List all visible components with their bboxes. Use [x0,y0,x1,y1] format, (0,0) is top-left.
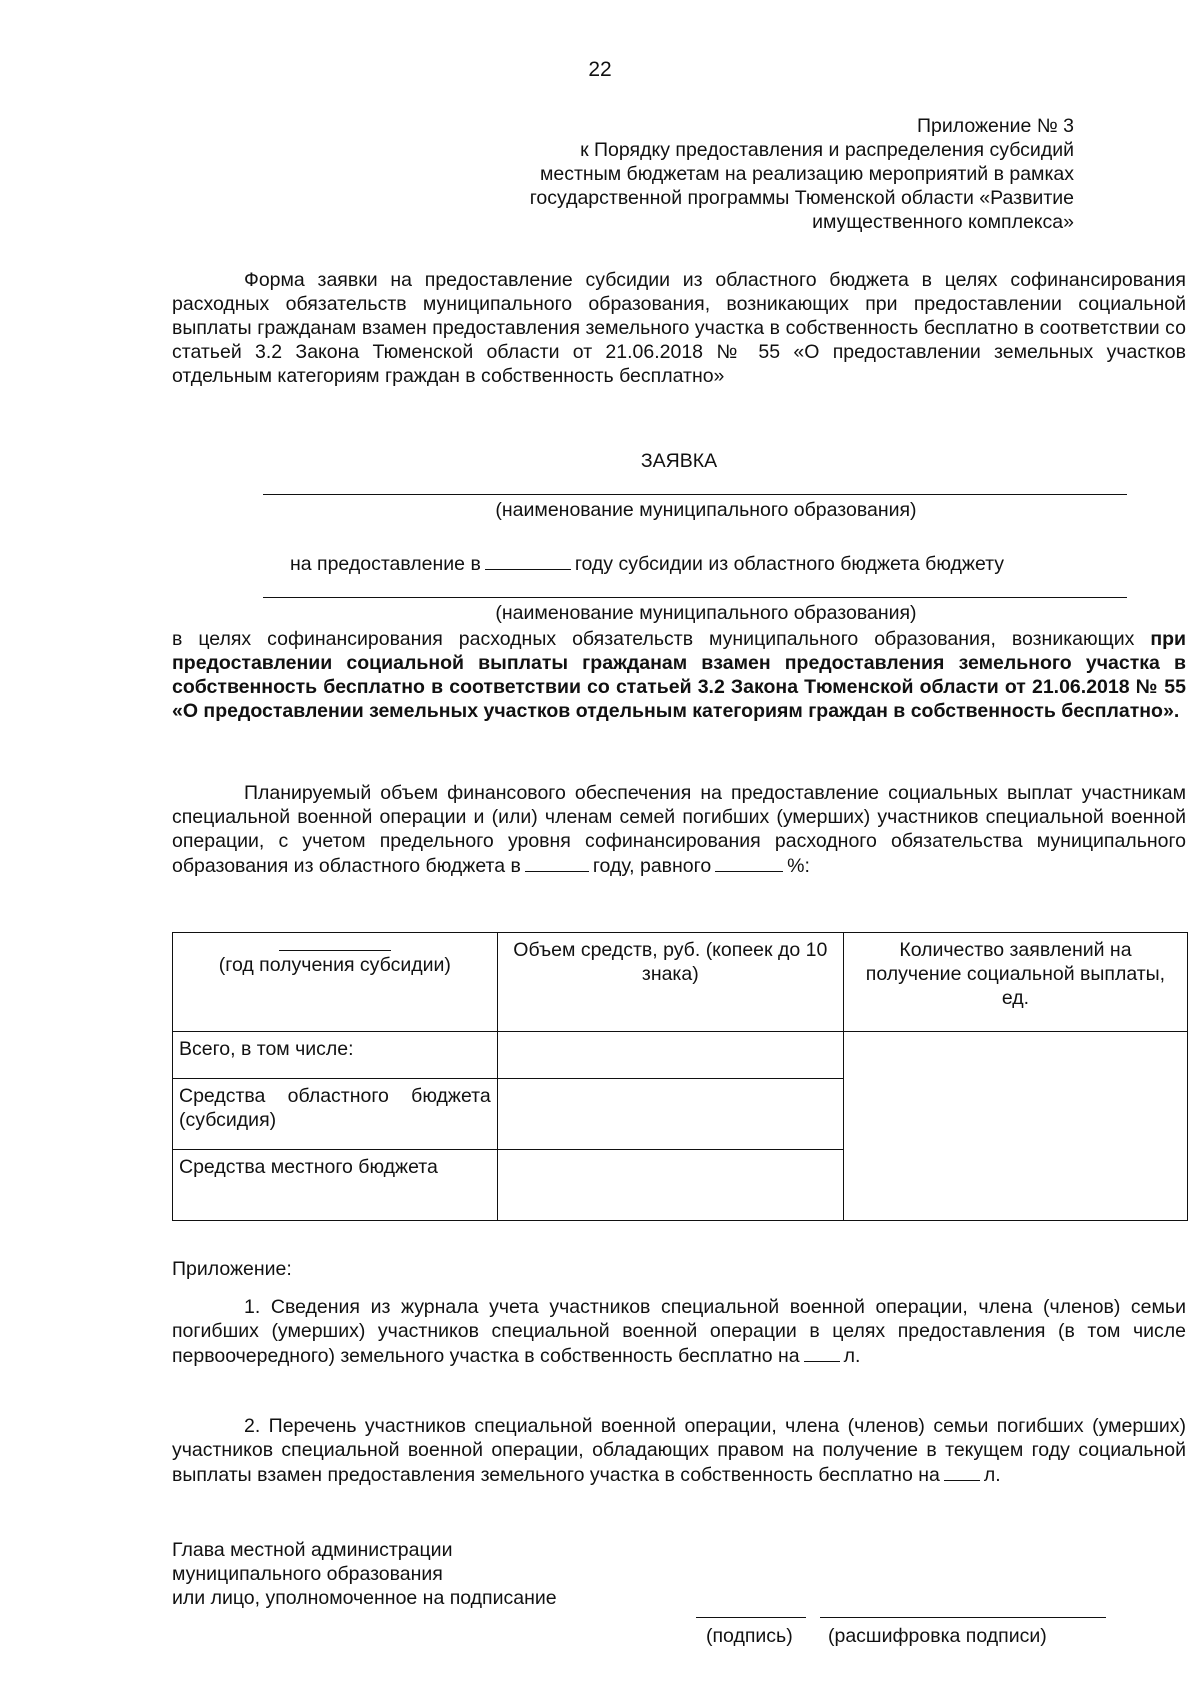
year-blank-line [279,950,391,951]
appendix-header [530,114,1074,234]
year-blank [525,853,589,872]
municipality-caption: (наименование муниципального образования) [495,602,917,624]
pages-blank [804,1343,840,1362]
page-number: 22 [588,58,612,81]
table-cell-amount [497,1150,843,1221]
attachments-heading: Приложение: [172,1258,292,1280]
table-cell-amount [497,1079,843,1150]
form-title-paragraph: Форма заявки на предоставление субсидии из областного бюджета в целях софинансирования расходных обязательств муниципального образования, возникающих при предоставлении социальной выплаты гражданам взамен предоставления земельного участка в собственность бесплатно в соответствии со статьей 3.2 Закона Тюменской области от 21.06.2018 № 55 «О предоставлении земельных участков отдельным категориям граждан в собственность бесплатно» [172,269,1186,387]
appendix-line: имущественного комплекса» [812,211,1074,233]
table-header-amount: Объем средств, руб. (копеек до 10 знака) [497,933,843,1032]
attachment-item-1-suffix: л. [843,1345,861,1367]
pages-blank [944,1462,980,1481]
planned-volume-paragraph [172,781,1186,878]
table-cell-amount [497,1032,843,1079]
appendix-line: государственной программы Тюменской области «Развитие [529,187,1074,209]
table-header-row [173,933,1188,1032]
planned-volume-end: %: [787,855,810,877]
purpose-normal: в целях софинансирования расходных обязательств муниципального образования, возникающих [172,628,1151,650]
signature-decode-caption: (расшифровка подписи) [828,1625,1047,1647]
signatory-line: муниципального образования [172,1563,443,1585]
planned-volume-mid: году, равного [592,855,712,877]
table-row [173,1032,1188,1079]
table-row-label: Средства областного бюджета (субсидия) [173,1079,498,1150]
attachment-item-1-text: 1. Сведения из журнала учета участников специальной военной операции, члена (членов) семьи погибших (умерших) участников специальной военной операции в целях предоставления (в том числе первоочередного) земельного участка в собственность бесплатно на [172,1296,1186,1367]
municipality-caption: (наименование муниципального образования) [495,499,917,521]
financing-table [172,932,1188,1221]
request-line-start: на предоставление в [290,553,481,575]
table-cell-count [843,1032,1187,1221]
purpose-paragraph [172,627,1186,723]
attachment-item-2 [172,1414,1186,1487]
appendix-line: местным бюджетам на реализацию мероприятий в рамках [540,163,1074,185]
request-line-end: году субсидии из областного бюджета бюджету [574,553,1005,575]
attachment-item-2-suffix: л. [983,1464,1001,1486]
table-header-year-label: (год получения субсидии) [218,954,451,976]
percent-blank [715,853,783,872]
municipality-blank-line [263,597,1127,598]
signature-caption: (подпись) [706,1625,793,1647]
planned-volume-text: Планируемый объем финансового обеспечения на предоставление социальных выплат участникам специальной военной операции и (или) членам семей погибших (умерших) участников специальной военной операции, с учетом предельного уровня софинансирования расходного обязательства муниципального образования из областного бюджета в [172,782,1186,877]
table-row-label: Средства местного бюджета [173,1150,498,1221]
signature-line [696,1617,806,1618]
signatory-line: или лицо, уполномоченное на подписание [172,1587,557,1609]
attachment-item-2-text: 2. Перечень участников специальной военной операции, члена (членов) семьи погибших (умерших) участников специальной военной операции, обладающих правом на получение в текущем году социальной выплаты взамен предоставления земельного участка в собственность бесплатно на [172,1415,1186,1486]
appendix-line: Приложение № 3 [917,115,1074,137]
doc-title: ЗАЯВКА [640,450,718,472]
signatory-block [172,1538,557,1610]
purpose-bold: при предоставлении социальной выплаты гражданам взамен предоставления земельного участка в собственность бесплатно в соответствии со статьей 3.2 Закона Тюменской области от 21.06.2018 № 55 «О предоставлении земельных участков отдельным категориям граждан в собственность бесплатно». [172,628,1186,722]
request-line [290,551,1004,576]
signature-decode-line [820,1617,1106,1618]
table-row-label: Всего, в том числе: [173,1032,498,1079]
attachment-item-1 [172,1295,1186,1368]
table-header-year [173,933,498,1032]
signatory-line: Глава местной администрации [172,1539,453,1561]
municipality-blank-line [263,494,1127,495]
table-header-count: Количество заявлений на получение социальной выплаты, ед. [843,933,1187,1032]
year-blank [485,551,571,570]
appendix-line: к Порядку предоставления и распределения субсидий [580,139,1074,161]
